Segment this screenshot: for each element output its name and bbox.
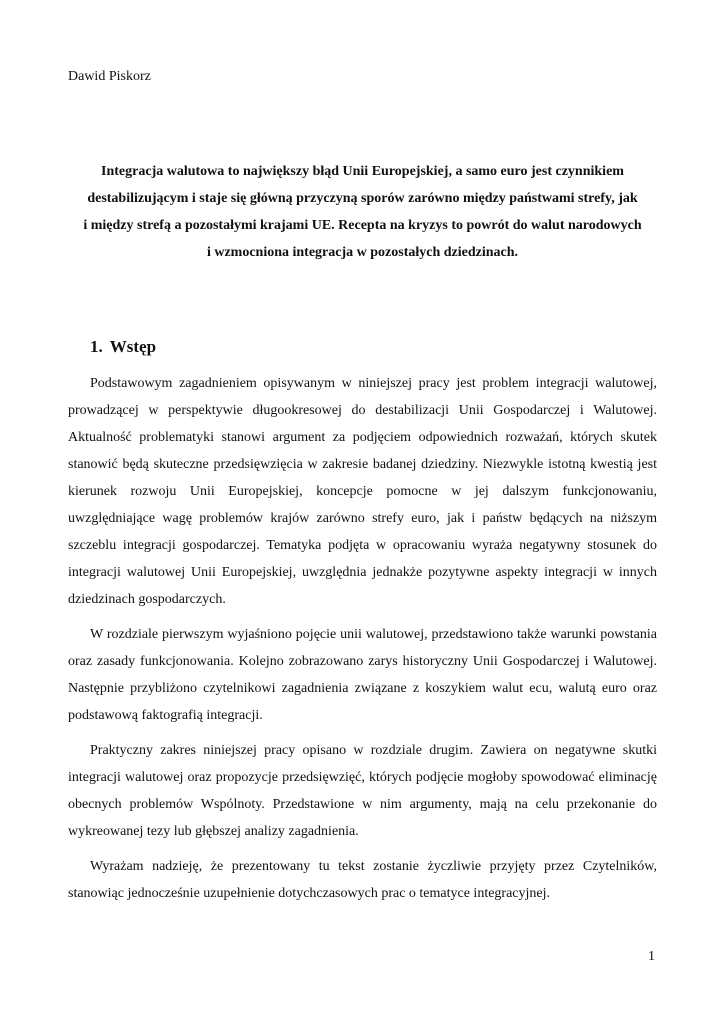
section-number: 1. bbox=[90, 337, 103, 356]
thesis-line: Integracja walutowa to największy błąd Unii Europejskiej, a samo euro jest czynnikiem bbox=[101, 164, 624, 179]
thesis-line: i wzmocniona integracja w pozostałych dziedzinach. bbox=[206, 245, 519, 260]
section-heading bbox=[90, 336, 156, 358]
section-title: Wstęp bbox=[109, 337, 157, 356]
author-name: Dawid Piskorz bbox=[68, 69, 151, 84]
thesis-statement bbox=[60, 158, 665, 266]
paragraph: Podstawowym zagadnieniem opisywanym w niniejszej pracy jest problem integracji walutowej, prowadzącej w perspektywie długookresowej do destabilizacji Unii Gospodarczej i Walutowej. Aktualność problematyki stanowi argument za podjęciem odpowiednich rozważań, których skutek stanowić będą skuteczne przedsięwzięcia w zakresie badanej dziedziny. Niezwykle istotną kwestią jest kierunek rozwoju Unii Europejskiej, koncepcje pomocne w jej dalszym funkcjonowaniu, uwzględniające wagę problemów krajów zarówno strefy euro, jak i państw będących na niższym szczeblu integracji gospodarczej. Tematyka podjęta w opracowaniu wyraża negatywny stosunek do integracji walutowej Unii Europejskiej, uwzględnia jednakże pozytywne aspekty integracji w innych dziedzinach gospodarczych. bbox=[68, 376, 657, 607]
thesis-line: i między strefą a pozostałymi krajami UE. Recepta na kryzys to powrót do walut narodowych bbox=[83, 218, 642, 233]
thesis-line: destabilizującym i staje się główną przyczyną sporów zarówno między państwami strefy, jak bbox=[87, 191, 638, 206]
paragraph: W rozdziale pierwszym wyjaśniono pojęcie unii walutowej, przedstawiono także warunki powstania oraz zasady funkcjonowania. Kolejno zobrazowano zarys historyczny Unii Gospodarczej i Walutowej. Następnie przybliżono czytelnikowi zagadnienia związane z koszykiem walut ecu, walutą euro oraz podstawową faktografią integracji. bbox=[68, 627, 657, 723]
page-number: 1 bbox=[648, 949, 655, 964]
section-body bbox=[68, 370, 657, 915]
paragraph: Praktyczny zakres niniejszej pracy opisano w rozdziale drugim. Zawiera on negatywne skutki integracji walutowej oraz propozycje przedsięwzięć, których podjęcie mogłoby spowodować eliminację obecnych problemów Wspólnoty. Przedstawione w nim argumenty, mają na celu przekonanie do wykreowanej tezy lub głębszej analizy zagadnienia. bbox=[68, 743, 657, 839]
paragraph: Wyrażam nadzieję, że prezentowany tu tekst zostanie życzliwie przyjęty przez Czytelników, stanowiąc jednocześnie uzupełnienie dotychczasowych prac o tematyce integracyjnej. bbox=[68, 859, 657, 901]
